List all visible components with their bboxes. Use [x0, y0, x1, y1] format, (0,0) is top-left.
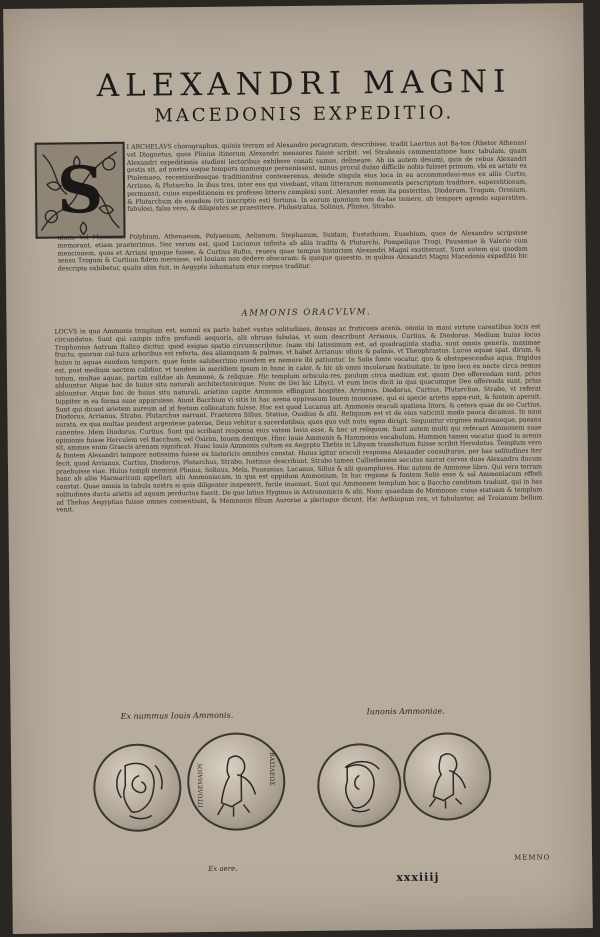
coin-legend-right: ΒΑΣΙΛΕΩΣ [267, 752, 276, 786]
coin-illustrations [71, 719, 542, 844]
eagle-icon [405, 734, 490, 819]
book-page [3, 3, 593, 934]
page-subtitle: MACEDONIS EXPEDITIO. [154, 102, 455, 127]
juno-head-icon [319, 745, 400, 826]
body-paragraph: LOCVS in quo Ammonis templum est, summi ex parte habet vastas solitudines, densas ac fruticosis arenis, omnia in mani virtute carentibus locis est circundatus. Sunt qui campis infra profundi aequoris, alii obruas fabulas, vt eum describunt Arrianus, Curtius, & Diodorus. Medium huius locus Trophonius Antrum Italico dicitur, quod exiguo spatio circumscribitur. (nam vbi latissimum est, ad quadraginta stadia, sunt omnis generis, maximae fructu, quorum cul-tura arboribus est referta, dea aliamquam & palmas, vt habet Arrianus: oliuis & palmis, vt Theophrastus. Lucus aquae spat. dirum, & huius in aquas eundem tempore, quae fonte saluberrimo eiusdem ex nemore ibi patiuntur. In Solis fonte vocatur, quo & obstupescendus aqua, frigidus est, post medium noctem calidior, vt tandem in meridiem ipsum in hunc in calor, & hic ab omni incolarum festiuitate. In ipso loco ex nocte circa nemus totum, multae aquae, partim calidae ab Ammone, & reliquae. Hic templum orbicula-res, paulum circa medium est, quam Deo offerendam sunt, prius abluuntur. Atque hoc de huius situ naturali architectonicoque. Nunc de Dei hic Libyci, vt eum locis dicit in qua quacumque Deo offerenda sunt, prius abluuntur. Atque hoc de huius situ naturali, arietino capite Ammonis effingunt hospites. Arrianus, Diodorus, Curtius, Plutarchus, Strabo, vt referat Iuppiter in ea forma suae apparuisse. Aiunt Bacchum vi sitis in hac arena oppressum Iouem inuocasse, qui ei specie arietis appa-ruit, & fontem aperuit. Sunt qui dicant arietem aureum ad id festum collocatum fuisse. Hoc est quod Lucanus ait. Ammonis oraculi spatiosa litora, & cetera quae de eo Curtius, Diodorus, Arrianus, Strabo, Plutarchus narrant. Praeterea Silius, Statius, Ouidius & alii. Reliquum est vt de eius vaticinii modo pauca dicamus. In naui aurata, ex qua multae pendent argenteae paterae, Deus vehitur a sacerdotibus, quos quo vult nutu signo dirigit. Sequuntur virgines matronaeque, paeana canentes. Idem Diodorus, Curtius. Sunt qui scribant responsa eius vatem Iovis esse, & hoc ut reliquum. Sunt autem multi qui referant Ammonem suae opinionis fuisse Herculem vel Bacchum, vel Osirim, Iouem denique. Hinc Iouis Ammonis & Hammonis vocabulum. Hammon tamen vocatur quod in arenis sit, ammos enim Graecis arenam significat. Hunc Iouis Ammonis cultum ex Aegypto Thebis in Libyam transfertum fuisse scribit Herodotus. Templum vero & fontem Alexandri tempore notissima fuisse ex historicis omnibus constat. Huius igitur oraculi responsa Alexander consulturus, per has solitudines iter fecit, quod Arrianus, Curtius, Diodorus, Plutarchus, Strabo, Iustinus describunt. Strabo tamen Callisthenem secutus narrat corvos duos Alexandro ducum praebuisse viae. Huius templi meminit Plinius, Solinus, Mela, Pausanias, Lucanus, Silius & alii quamplures. Hoc autem de Ammone libro. Qui vero terram hanc ab aliis Marmaricam appellari, alii Ammoniacam, in qua est oppidum Ammonium. In hac regione & fontem Solis esse & sal Ammoniacum effodi constat. Quae omnia in tabula nostra si quis diligenter inspexerit, facile inueniet. Sunt qui Ammonem templum hoc a Baccho conditum tradunt, qui in has solitudines ductu arietis ad aquam perductus fuerit. De quo latius Hyginus in Astronomicis & alii. Nunc quaedam de Memnone: cuius statuam & templum ad Thebas Aegyptias fuisse omnes consentiunt, & Memnonis filium Aurorae a plerisque dicunt. Hic Aethiopum rex, vt fabulantur, ad Troianum bellum venit. [54, 323, 543, 514]
ammon-head-icon [95, 745, 180, 830]
eagle-coin-left [187, 732, 286, 831]
intro-paragraph: I ARCHELAVS chorographus, quiuis terram ad Alexandro peragratam, describisse, tradit Laertius aut Ba-ton (Rhetor Athenas) vel Diognetus, quos Plinius itinerum Alexandri mensores fuisse scribit: vel Strabonis commentatione hanc tabulam, quam Alexandri expeditionis studiosi lectoribus exhibere conati sumus, delineare. Ab iis autem desumi, quin de rebus Alexandri gestis sit, ad nostra usque tempora manusque peruenissent, minus procul dubio difficile nobis fuisset primum, vbi ex aetate ex Ptolemaeo, recentioribusque traditionibus contexerenus, deinde singula eius loca in ea accommodaui-mus ex aliis Curtio, Arriano, & Plutarcho. In ibus tres, inter eos qui vivebant, vitam litterarum monumentis perscriptam traditore, superstitiosum, permansit, cuius expeditionem ex professo litteris complexi sunt. Alexander enim ita posteritas, Diodorum, Trogum, Orosium, & Plutarchum de eiusdem (vti inscriptio est) fortuna. In eorum quoniam non da-tae temere, ab tempore agendo superstites, fabulosi, falsa vero, & diligentes se praestitere. Philostratus, Solinus, Plinius, Strabo. [126, 139, 528, 214]
coin-caption-left: Ex nummus Iouis Ammonis. [120, 710, 234, 721]
coin-caption-right: Iunonis Ammoniae. [366, 706, 445, 717]
eagle-coin-right [403, 732, 492, 821]
coin-legend-left: ΠΤΟΛΕΜΑΙΟΥ [197, 762, 205, 808]
catchword: MEMNO [514, 853, 551, 862]
drop-cap-initial [35, 142, 126, 239]
ammon-head-coin [93, 743, 182, 832]
page-title: ALEXANDRI MAGNI [96, 63, 512, 105]
page-number: xxxiiij [396, 870, 440, 884]
section-heading: AMMONIS ORACVLVM. [241, 307, 372, 319]
juno-head-coin [317, 743, 402, 828]
drop-cap-letter: S [56, 152, 104, 229]
intro-paragraph-continued: nium. Vel Maximum, Polybium, Athenaeum, Polyaenum, Aelianum, Stephanum, Suidam, Eustathium, Eusebium, quos de Alexandro scripsisse memorant, etiam praeterimus. Nec verum est, quod Lucianus infinita ab aliis tradita & Plutarchi, Pompeiique Trogi, Pausaniae & Valerio cum mencionem, quos et Arriani quoque fuisse, & Curtius Rufus, reuera quae tempus historiam Alexandri Magni exstiterunt. Sunt autem qui quodam sensu Trogum & Curtium fidem meruisse, vel Iouiam non dedere obscuram: & quoque quaestio, in quibus Alexandri Magni Macedonis expeditio hic descripta exhibetur, qualis olim fuit, in Aegypto inhumatum eius corpus traditur. [57, 229, 528, 273]
coin-material-note: Ex aere. [208, 864, 238, 873]
